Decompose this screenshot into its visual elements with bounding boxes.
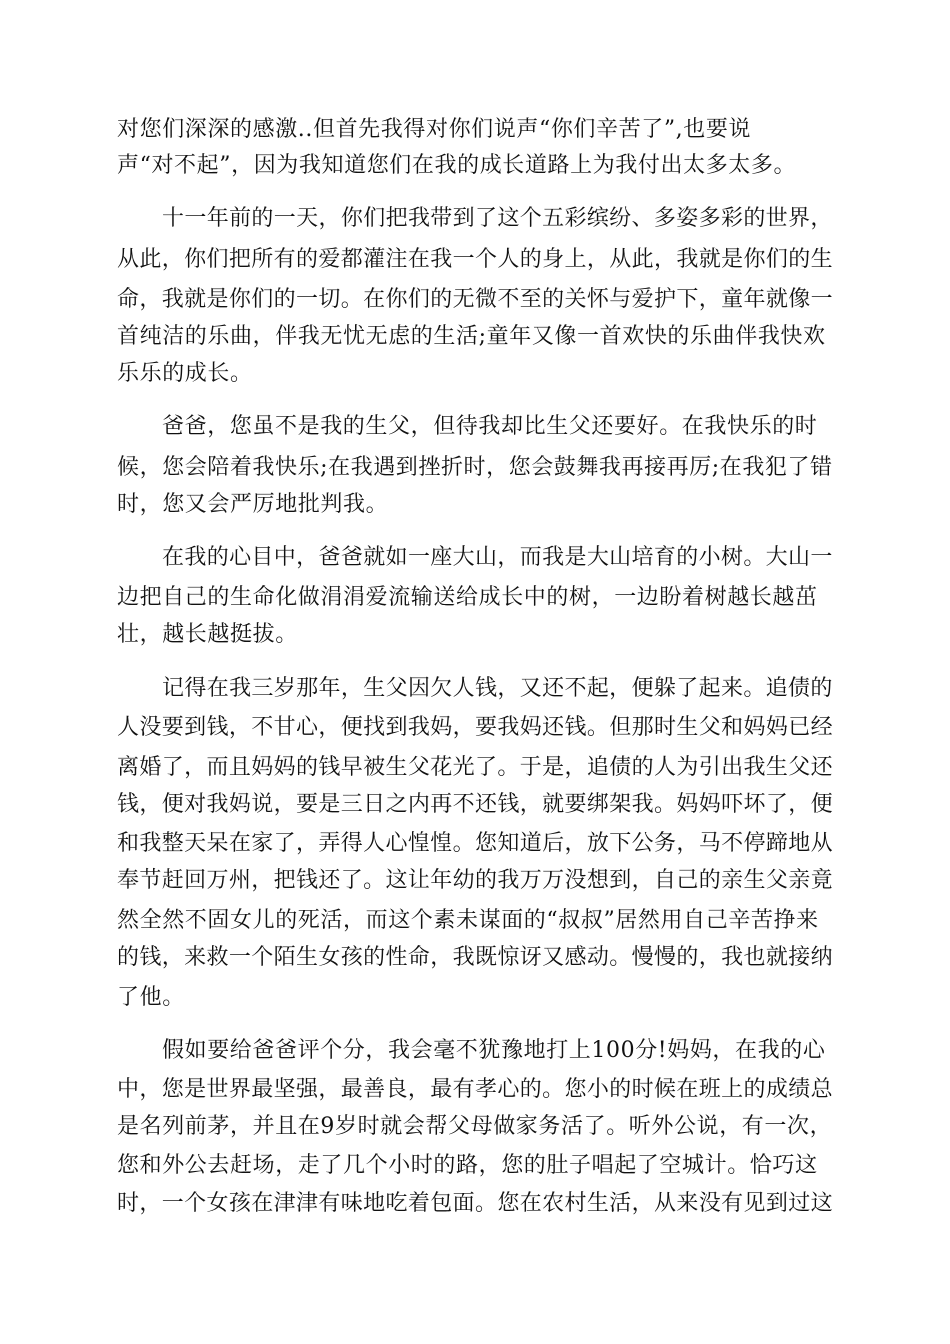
paragraph-6-line-2: 中，您是世界最坚强，最善良，最有孝心的。您小的时候在班上的成绩总 (117, 1077, 833, 1102)
paragraph-1-line-2: 声“对不起”，因为我知道您们在我的成长道路上为我付出太多太多。 (117, 153, 797, 178)
paragraph-5-line-2: 人没要到钱，不甘心，便找到我妈，要我妈还钱。但那时生父和妈妈已经 (117, 715, 833, 740)
paragraph-3-line-1: 爸爸，您虽不是我的生父，但待我却比生父还要好。在我快乐的时 (162, 414, 818, 439)
paragraph-5-line-8: 的钱，来救一个陌生女孩的性命，我既惊讶又感动。慢慢的，我也就接纳 (117, 945, 833, 970)
paragraph-4-line-1: 在我的心目中，爸爸就如一座大山，而我是大山培育的小树。大山一 (162, 545, 833, 570)
paragraph-6-line-3: 是名列前茅，并且在9岁时就会帮父母做家务活了。听外公说，有一次， (117, 1114, 833, 1139)
paragraph-5-line-5: 和我整天呆在家了，弄得人心惶惶。您知道后，放下公务，马不停蹄地从 (117, 831, 833, 856)
paragraph-6-line-4: 您和外公去赶场，走了几个小时的路，您的肚子唱起了空城计。恰巧这 (117, 1153, 818, 1178)
paragraph-5-line-6: 奉节赶回万州，把钱还了。这让年幼的我万万没想到，自己的亲生父亲竟 (117, 868, 833, 893)
paragraph-2-line-2: 从此，你们把所有的爱都灌注在我一个人的身上，从此，我就是你们的生 (117, 247, 833, 272)
paragraph-2-line-4: 首纯洁的乐曲，伴我无忧无虑的生活;童年又像一首欢快的乐曲伴我快欢 (117, 324, 826, 349)
paragraph-3-line-2: 候，您会陪着我快乐;在我遇到挫折时，您会鼓舞我再接再厉;在我犯了错 (117, 455, 833, 480)
paragraph-5-line-3: 离婚了，而且妈妈的钱早被生父花光了。于是，追债的人为引出我生父还 (117, 755, 833, 780)
paragraph-5-line-1: 记得在我三岁那年，生父因欠人钱，又还不起，便躲了起来。追债的 (162, 676, 833, 701)
paragraph-2-line-3: 命，我就是你们的一切。在你们的无微不至的关怀与爱护下，童年就像一 (117, 287, 833, 312)
paragraph-2-line-1: 十一年前的一天，你们把我带到了这个五彩缤纷、多姿多彩的世界， (162, 206, 833, 231)
paragraph-4-line-3: 壮，越长越挺拔。 (117, 622, 298, 647)
paragraph-4-line-2: 边把自己的生命化做涓涓爱流输送给成长中的树，一边盼着树越长越茁 (117, 585, 818, 610)
paragraph-6-line-1: 假如要给爸爸评个分，我会毫不犹豫地打上100分!妈妈，在我的心 (162, 1038, 826, 1063)
paragraph-5-line-7: 然全然不固女儿的死活，而这个素未谋面的“叔叔”居然用自己辛苦挣来 (117, 908, 819, 933)
paragraph-1-line-1: 对您们深深的感激..但首先我得对你们说声“你们辛苦了”,也要说 (117, 117, 752, 142)
paragraph-5-line-9: 了他。 (117, 985, 185, 1010)
paragraph-3-line-3: 时，您又会严厉地批判我。 (117, 492, 389, 517)
paragraph-2-line-5: 乐乐的成长。 (117, 361, 253, 386)
paragraph-5-line-4: 钱，便对我妈说，要是三日之内再不还钱，就要绑架我。妈妈吓坏了，便 (117, 792, 833, 817)
paragraph-6-line-5: 时，一个女孩在津津有味地吃着包面。您在农村生活，从来没有见到过这 (117, 1191, 833, 1216)
